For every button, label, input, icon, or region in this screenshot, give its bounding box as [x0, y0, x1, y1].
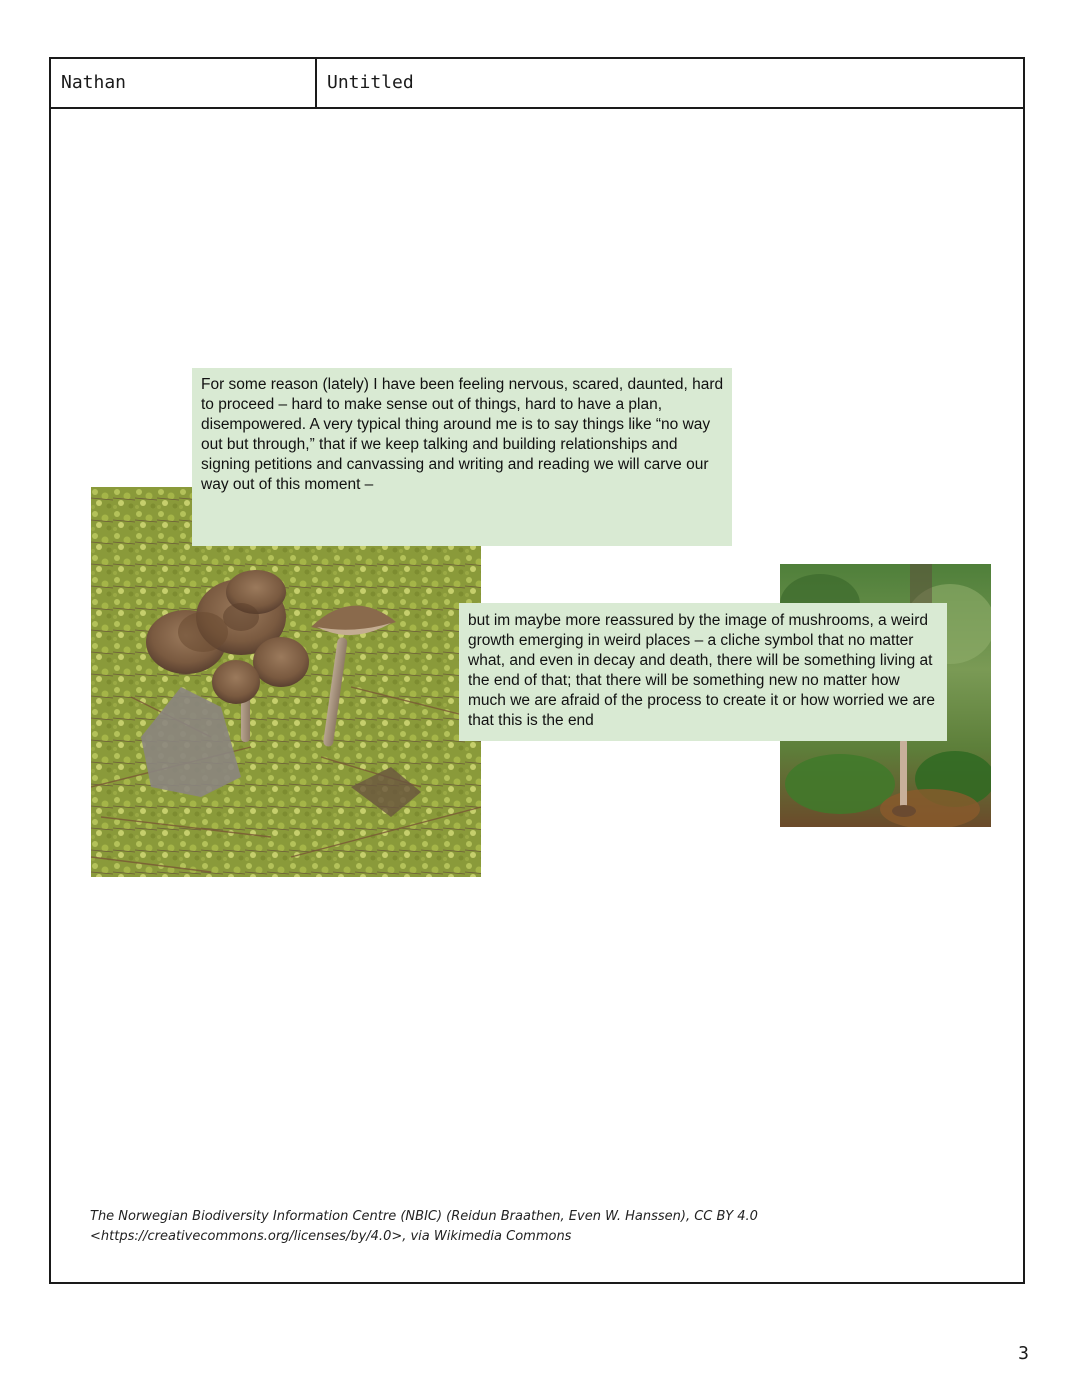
attribution-line-2: <https://creativecommons.org/licenses/by/4.0>, via Wikimedia Commons — [90, 1229, 572, 1244]
author-name: Nathan — [51, 59, 317, 107]
attribution-line-1: The Norwegian Biodiversity Information Centre (NBIC) (Reidun Braathen, Even W. Hanssen), CC BY 4.0 — [90, 1209, 758, 1224]
page-number: 3 — [1018, 1343, 1029, 1364]
document-title: Untitled — [327, 72, 414, 93]
reflection-note-second: but im maybe more reassured by the image of mushrooms, a weird growth emerging in weird places – a cliche symbol that no matter what, and even in decay and death, there will be something living at the end of that; that there will be something new no matter how much we are afraid of the process to create it or how worried we are that this is the end — [459, 603, 947, 741]
image-attribution — [90, 1207, 910, 1247]
reflection-note-first: For some reason (lately) I have been feeling nervous, scared, daunted, hard to proceed – hard to make sense out of things, hard to have a plan, disempowered. A very typical thing around me is to say things like “no way out but through,” that if we keep talking and building relationships and signing petitions and canvassing and writing and reading we will carve our way out of this moment – — [192, 368, 732, 546]
header-table — [51, 59, 1023, 109]
